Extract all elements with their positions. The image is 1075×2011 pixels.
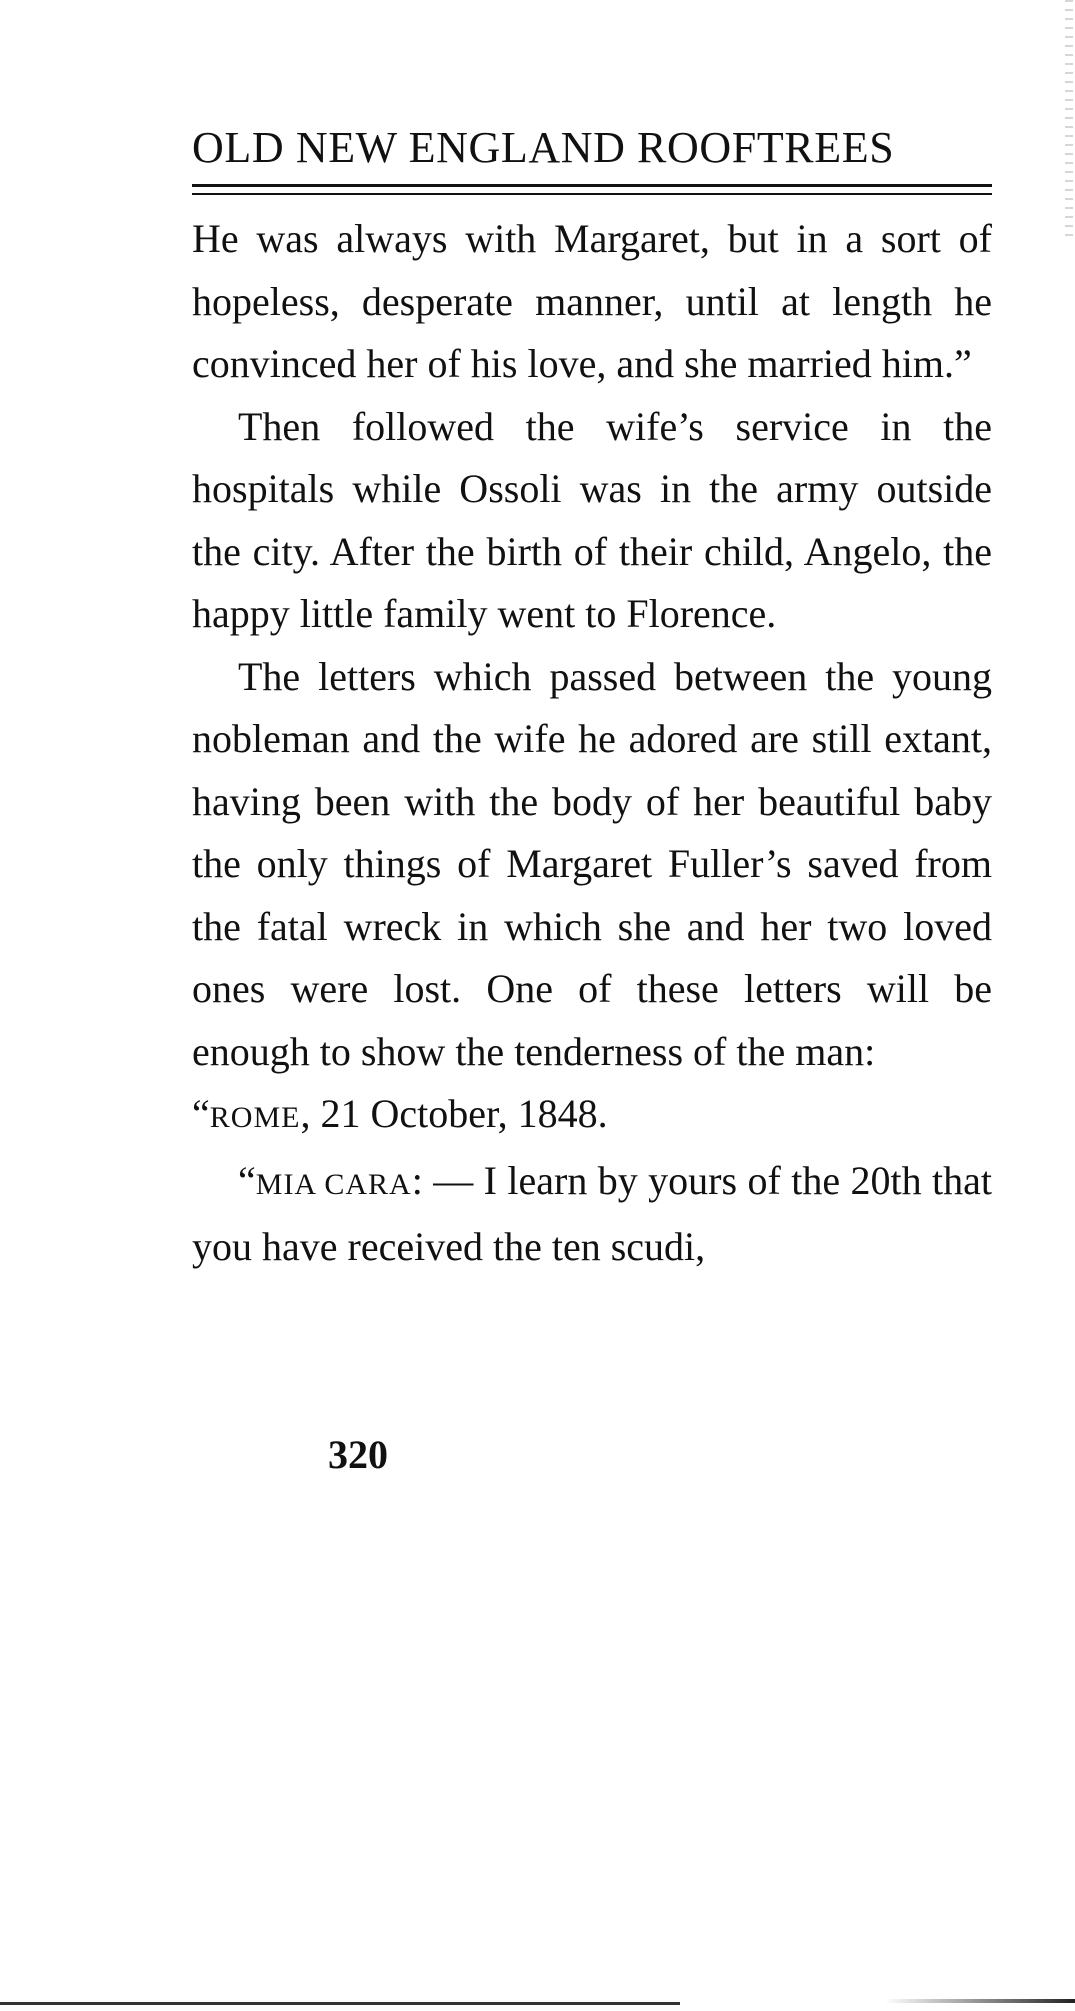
bottom-edge-rule — [0, 2002, 680, 2005]
dateline-quote: “ — [192, 1091, 210, 1136]
paragraph: Then followed the wife’s service in the hospitals while Ossoli was in the army outside the city. After the birth of their child, Angelo, the happy little family went to Florence. — [192, 403, 992, 636]
page-number: 320 — [328, 1432, 388, 1477]
letter-body: : — I learn by yours of the 20th that you have received the ten scudi, — [192, 1157, 993, 1269]
body-text — [192, 208, 992, 1279]
header-rule-thick — [192, 184, 992, 187]
dateline-date: , 21 October, 1848. — [300, 1091, 608, 1136]
bottom-edge-tail — [885, 1999, 1075, 2003]
running-head: OLD NEW ENGLAND ROOFTREES — [192, 123, 895, 172]
letter-salutation: MIA CARA — [255, 1167, 412, 1201]
letter-dateline — [192, 1083, 992, 1150]
dateline-place: ROME — [209, 1101, 301, 1134]
page-edge-mark — [1065, 0, 1073, 240]
letter-opening — [192, 1150, 992, 1279]
paragraph: The letters which passed between the young nobleman and the wife he adored are still extant, having been with the body of her beautiful baby the only things of Margaret Fuller’s saved from the fatal wreck in which she and her two loved ones were lost. One of these letters will be enough to show the tenderness of the man: — [192, 653, 992, 1074]
salutation-quote: “ — [238, 1157, 256, 1203]
paragraph-continued: He was always with Margaret, but in a sort of hopeless, desperate manner, until at length he convinced her of his love, and she married him.” — [192, 216, 992, 386]
header-rule-thin — [192, 193, 992, 195]
